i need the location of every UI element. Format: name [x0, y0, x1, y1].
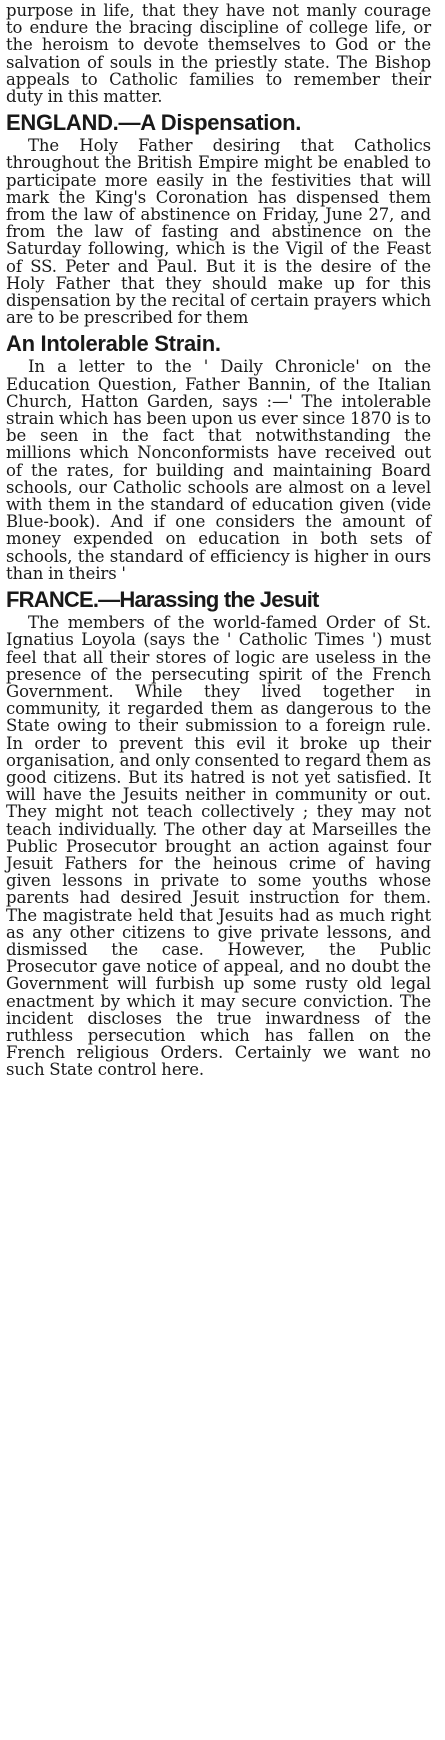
continuation-paragraph: purpose in life, that they have not manly courage to endure the bracing discipline of college life, or the heroism to devote themselves to God or the salvation of souls in the priestly state. The Bishop appeals to Catholic families to remember their duty in this matter.	[6, 1, 431, 107]
section-intolerable-strain	[6, 332, 431, 582]
section-continuation	[6, 2, 431, 105]
intolerable-strain-paragraph: In a letter to the ' Daily Chronicle' on the Education Question, Father Bannin, of the Italian Church, Hatton Garden, says :—' The intolerable strain which has been upon us ever since 1870 is to be seen in the fact that notwithstanding the millions which Nonconformists have received out of the rates, for building and maintaining Board schools, our Catholic schools are almost on a level with them in the standard of education given (vide Blue-book). And if one considers the amount of money expended on education in both sets of schools, the standard of efficiency is higher in ours than in theirs '	[6, 357, 431, 583]
section-france-jesuit	[6, 588, 431, 1078]
england-dispensation-paragraph: The Holy Father desiring that Catholics throughout the British Empire might be enabled to participate more easily in the festivities that will mark the King's Coronation has dispensed them from the law of abstinence on Friday, June 27, and from the law of fasting and abstinence on the Saturday following, which is the Vigil of the Feast of SS. Peter and Paul. But it is the desire of the Holy Father that they should make up for this dispensation by the recital of certain prayers which are to be prescribed for them	[6, 136, 431, 328]
heading-france-jesuit: FRANCE.—Harassing the Jesuit	[6, 587, 319, 613]
france-jesuit-paragraph: The members of the world-famed Order of St. Ignatius Loyola (says the ' Catholic Times ') must feel that all their stores of logic are useless in the presence of the persecuting spirit of the French Government. While they lived together in community, it regarded them as dangerous to the State owing to their submission to a foreign rule. In order to prevent this evil it broke up their organisation, and only consented to regard them as good citizens. But its hatred is not yet satisfied. It will have the Jesuits neither in community or out. They might not teach collectively ; they may not teach individually. The other day at Marseilles the Public Prosecutor brought an action against four Jesuit Fathers for the heinous crime of having given lessons in private to some youths whose parents had desired Jesuit instruction for them. The magistrate held that Jesuits had as much right as any other citizens to give private lessons, and dismissed the case. However, the Public Prosecutor gave notice of appeal, and no doubt the Government will furbish up some rusty old legal enactment by which it may secure conviction. The incident discloses the true inwardness of the ruthless persecution which has fallen on the French religious Orders. Certainly we want no such State control here.	[6, 613, 431, 1080]
heading-intolerable-strain: An Intolerable Strain.	[6, 331, 221, 357]
section-england-dispensation	[6, 111, 431, 326]
heading-england-dispensation: ENGLAND.—A Dispensation.	[6, 110, 302, 136]
